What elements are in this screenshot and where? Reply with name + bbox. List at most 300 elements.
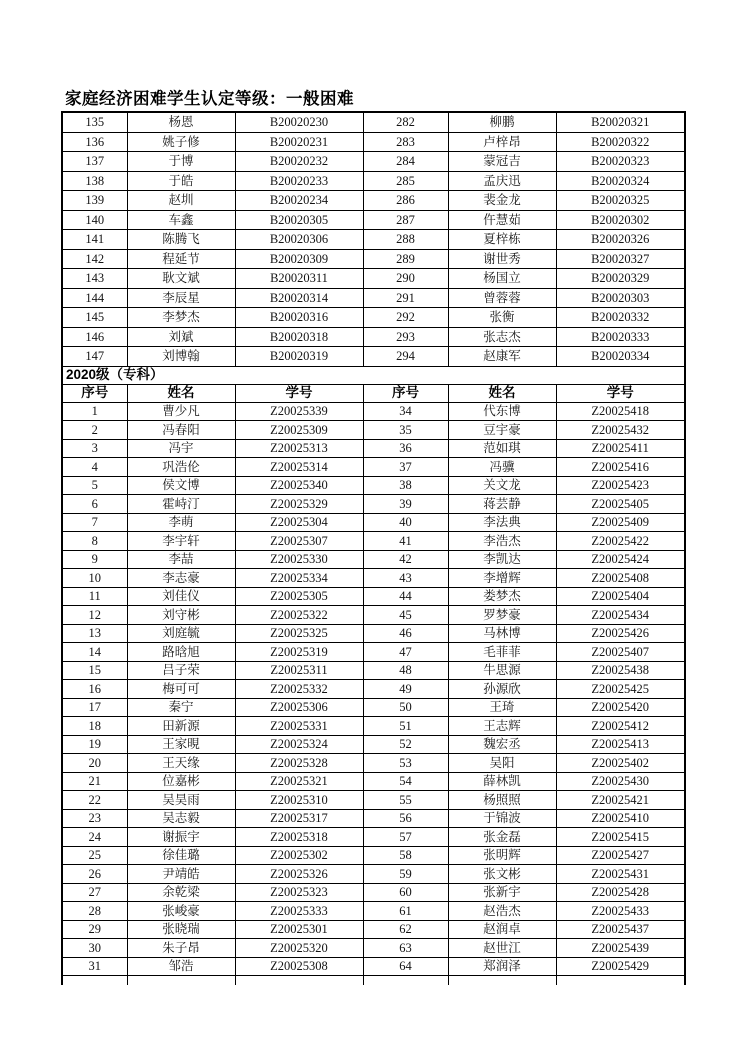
student-id-cell: Z20025329 <box>235 495 363 514</box>
index-cell: 292 <box>363 308 448 328</box>
section-band-row <box>62 366 685 384</box>
name-cell <box>127 976 235 986</box>
student-id-cell: Z20025405 <box>556 495 685 514</box>
student-id-cell <box>235 976 363 986</box>
name-cell: 于皓 <box>127 171 235 191</box>
table-row <box>62 513 685 532</box>
student-id-cell: Z20025333 <box>235 902 363 921</box>
student-id-cell: B20020327 <box>556 249 685 269</box>
student-id-cell: B20020332 <box>556 308 685 328</box>
name-cell: 孟庆迅 <box>448 171 556 191</box>
index-cell: 47 <box>363 643 448 662</box>
index-cell: 289 <box>363 249 448 269</box>
name-cell: 王天缘 <box>127 754 235 773</box>
section-band-label: 2020级（专科） <box>62 366 685 384</box>
index-cell: 42 <box>363 550 448 569</box>
name-cell: 仵慧茹 <box>448 210 556 230</box>
index-cell: 30 <box>62 939 127 958</box>
student-id-cell: B20020234 <box>235 191 363 211</box>
name-cell: 李喆 <box>127 550 235 569</box>
table-row <box>62 308 685 328</box>
table-row <box>62 550 685 569</box>
name-cell: 毛菲菲 <box>448 643 556 662</box>
table-row <box>62 269 685 289</box>
name-cell: 马林博 <box>448 624 556 643</box>
index-cell: 43 <box>363 569 448 588</box>
name-cell: 豆宇豪 <box>448 421 556 440</box>
index-cell: 4 <box>62 458 127 477</box>
name-cell: 侯文博 <box>127 476 235 495</box>
index-cell: 27 <box>62 883 127 902</box>
index-cell: 285 <box>363 171 448 191</box>
name-cell: 牛思源 <box>448 661 556 680</box>
name-cell: 薛林凯 <box>448 772 556 791</box>
index-cell: 138 <box>62 171 127 191</box>
name-cell: 李宇轩 <box>127 532 235 551</box>
student-id-cell: Z20025306 <box>235 698 363 717</box>
student-id-cell: Z20025302 <box>235 846 363 865</box>
index-cell: 8 <box>62 532 127 551</box>
table-row <box>62 439 685 458</box>
index-cell: 16 <box>62 680 127 699</box>
table-row <box>62 587 685 606</box>
student-id-cell: Z20025323 <box>235 883 363 902</box>
index-cell: 50 <box>363 698 448 717</box>
student-id-cell: Z20025328 <box>235 754 363 773</box>
index-cell: 37 <box>363 458 448 477</box>
name-cell: 谢世秀 <box>448 249 556 269</box>
name-cell: 娄梦杰 <box>448 587 556 606</box>
table-row <box>62 772 685 791</box>
index-cell: 53 <box>363 754 448 773</box>
name-cell: 蒙冠吉 <box>448 152 556 172</box>
student-id-cell: Z20025416 <box>556 458 685 477</box>
index-cell: 286 <box>363 191 448 211</box>
index-cell: 136 <box>62 132 127 152</box>
index-cell: 15 <box>62 661 127 680</box>
name-cell: 刘博翰 <box>127 347 235 367</box>
student-id-cell: Z20025318 <box>235 828 363 847</box>
name-cell: 于博 <box>127 152 235 172</box>
name-cell: 赵润卓 <box>448 920 556 939</box>
student-id-cell: Z20025310 <box>235 791 363 810</box>
student-id-cell: Z20025430 <box>556 772 685 791</box>
name-cell: 谢振宇 <box>127 828 235 847</box>
index-cell: 5 <box>62 476 127 495</box>
name-cell: 刘庭毓 <box>127 624 235 643</box>
student-id-cell: Z20025426 <box>556 624 685 643</box>
index-cell: 6 <box>62 495 127 514</box>
name-cell: 曹少凡 <box>127 402 235 421</box>
table-row <box>62 939 685 958</box>
student-id-cell: Z20025321 <box>235 772 363 791</box>
student-id-cell: Z20025421 <box>556 791 685 810</box>
index-cell: 139 <box>62 191 127 211</box>
table-row <box>62 112 685 132</box>
index-cell: 147 <box>62 347 127 367</box>
student-id-cell: B20020333 <box>556 327 685 347</box>
table-row <box>62 717 685 736</box>
name-cell: 杨国立 <box>448 269 556 289</box>
student-id-cell: Z20025425 <box>556 680 685 699</box>
student-id-cell: Z20025322 <box>235 606 363 625</box>
index-cell: 9 <box>62 550 127 569</box>
index-cell: 46 <box>363 624 448 643</box>
student-id-cell: B20020321 <box>556 112 685 132</box>
name-cell: 魏宏丞 <box>448 735 556 754</box>
name-cell: 梅可可 <box>127 680 235 699</box>
index-cell: 11 <box>62 587 127 606</box>
name-cell: 裴金龙 <box>448 191 556 211</box>
index-cell: 3 <box>62 439 127 458</box>
column-header-name: 姓名 <box>127 384 235 402</box>
student-id-cell: Z20025409 <box>556 513 685 532</box>
index-cell: 58 <box>363 846 448 865</box>
student-id-cell: Z20025308 <box>235 957 363 976</box>
table-row <box>62 957 685 976</box>
name-cell: 张志杰 <box>448 327 556 347</box>
index-cell: 45 <box>363 606 448 625</box>
name-cell: 邹浩 <box>127 957 235 976</box>
index-cell: 29 <box>62 920 127 939</box>
index-cell: 141 <box>62 230 127 250</box>
student-id-cell: B20020309 <box>235 249 363 269</box>
student-id-cell: Z20025438 <box>556 661 685 680</box>
table-row <box>62 152 685 172</box>
student-id-cell: B20020311 <box>235 269 363 289</box>
roster-table-container <box>61 111 687 985</box>
student-id-cell: Z20025431 <box>556 865 685 884</box>
student-id-cell: Z20025331 <box>235 717 363 736</box>
index-cell: 18 <box>62 717 127 736</box>
index-cell: 291 <box>363 288 448 308</box>
student-id-cell: Z20025408 <box>556 569 685 588</box>
table-row <box>62 210 685 230</box>
name-cell: 蒋芸静 <box>448 495 556 514</box>
name-cell: 郑润泽 <box>448 957 556 976</box>
table-row <box>62 902 685 921</box>
name-cell: 路晗旭 <box>127 643 235 662</box>
index-cell: 7 <box>62 513 127 532</box>
index-cell: 283 <box>363 132 448 152</box>
name-cell: 代东博 <box>448 402 556 421</box>
student-id-cell: B20020318 <box>235 327 363 347</box>
name-cell: 姚子修 <box>127 132 235 152</box>
table-row <box>62 171 685 191</box>
column-header-name: 姓名 <box>448 384 556 402</box>
student-id-cell: Z20025412 <box>556 717 685 736</box>
index-cell: 41 <box>363 532 448 551</box>
index-cell: 54 <box>363 772 448 791</box>
student-id-cell <box>556 976 685 986</box>
table-row <box>62 754 685 773</box>
column-header-index: 序号 <box>363 384 448 402</box>
name-cell: 刘斌 <box>127 327 235 347</box>
column-header-student-id: 学号 <box>556 384 685 402</box>
index-cell: 284 <box>363 152 448 172</box>
student-id-cell: Z20025301 <box>235 920 363 939</box>
page-title: 家庭经济困难学生认定等级：一般困难 <box>65 90 354 108</box>
table-row <box>62 327 685 347</box>
table-row <box>62 680 685 699</box>
student-id-cell: B20020334 <box>556 347 685 367</box>
name-cell: 张明辉 <box>448 846 556 865</box>
name-cell: 耿文斌 <box>127 269 235 289</box>
table-row <box>62 569 685 588</box>
student-id-cell: Z20025437 <box>556 920 685 939</box>
name-cell: 余乾梁 <box>127 883 235 902</box>
name-cell: 吴昊雨 <box>127 791 235 810</box>
index-cell: 282 <box>363 112 448 132</box>
student-id-cell: Z20025428 <box>556 883 685 902</box>
table-row <box>62 735 685 754</box>
student-id-cell: Z20025415 <box>556 828 685 847</box>
student-id-cell: Z20025429 <box>556 957 685 976</box>
index-cell <box>62 976 127 986</box>
index-cell: 55 <box>363 791 448 810</box>
name-cell: 冯骥 <box>448 458 556 477</box>
student-id-cell: Z20025340 <box>235 476 363 495</box>
table-row <box>62 249 685 269</box>
student-id-cell: Z20025407 <box>556 643 685 662</box>
student-id-cell: Z20025423 <box>556 476 685 495</box>
student-id-cell: Z20025404 <box>556 587 685 606</box>
table-row <box>62 828 685 847</box>
name-cell: 冯春阳 <box>127 421 235 440</box>
student-id-cell: Z20025324 <box>235 735 363 754</box>
index-cell: 23 <box>62 809 127 828</box>
student-id-cell: B20020305 <box>235 210 363 230</box>
index-cell: 21 <box>62 772 127 791</box>
index-cell: 48 <box>363 661 448 680</box>
index-cell: 64 <box>363 957 448 976</box>
index-cell: 57 <box>363 828 448 847</box>
student-id-cell: B20020303 <box>556 288 685 308</box>
name-cell: 孙源欣 <box>448 680 556 699</box>
student-id-cell: Z20025311 <box>235 661 363 680</box>
index-cell: 288 <box>363 230 448 250</box>
name-cell: 张金磊 <box>448 828 556 847</box>
index-cell: 49 <box>363 680 448 699</box>
index-cell: 28 <box>62 902 127 921</box>
index-cell: 22 <box>62 791 127 810</box>
student-id-cell: Z20025319 <box>235 643 363 662</box>
index-cell: 60 <box>363 883 448 902</box>
index-cell: 293 <box>363 327 448 347</box>
name-cell: 王志辉 <box>448 717 556 736</box>
student-id-cell: Z20025434 <box>556 606 685 625</box>
index-cell: 56 <box>363 809 448 828</box>
student-id-cell: Z20025304 <box>235 513 363 532</box>
name-cell: 李凯达 <box>448 550 556 569</box>
table-row <box>62 606 685 625</box>
student-id-cell: B20020314 <box>235 288 363 308</box>
index-cell: 59 <box>363 865 448 884</box>
index-cell: 13 <box>62 624 127 643</box>
student-id-cell: Z20025307 <box>235 532 363 551</box>
name-cell: 车鑫 <box>127 210 235 230</box>
index-cell: 144 <box>62 288 127 308</box>
name-cell: 罗梦豪 <box>448 606 556 625</box>
table-row <box>62 458 685 477</box>
name-cell: 李梦杰 <box>127 308 235 328</box>
index-cell: 52 <box>363 735 448 754</box>
name-cell: 吴阳 <box>448 754 556 773</box>
table-row <box>62 532 685 551</box>
name-cell: 李萌 <box>127 513 235 532</box>
student-id-cell: Z20025326 <box>235 865 363 884</box>
table-row <box>62 347 685 367</box>
index-cell: 25 <box>62 846 127 865</box>
roster-section-2 <box>62 366 685 402</box>
table-row <box>62 809 685 828</box>
name-cell: 刘守彬 <box>127 606 235 625</box>
index-cell: 137 <box>62 152 127 172</box>
index-cell: 44 <box>363 587 448 606</box>
name-cell: 李志豪 <box>127 569 235 588</box>
student-id-cell: Z20025325 <box>235 624 363 643</box>
index-cell: 10 <box>62 569 127 588</box>
student-id-cell: Z20025413 <box>556 735 685 754</box>
index-cell: 61 <box>363 902 448 921</box>
roster-section-2-rows <box>62 402 685 976</box>
table-row <box>62 791 685 810</box>
name-cell: 范如琪 <box>448 439 556 458</box>
index-cell: 17 <box>62 698 127 717</box>
student-id-cell: Z20025317 <box>235 809 363 828</box>
student-id-cell: Z20025433 <box>556 902 685 921</box>
student-id-cell: Z20025411 <box>556 439 685 458</box>
name-cell: 张晓瑞 <box>127 920 235 939</box>
name-cell: 夏梓栋 <box>448 230 556 250</box>
index-cell: 35 <box>363 421 448 440</box>
student-id-cell: B20020323 <box>556 152 685 172</box>
student-id-cell: B20020325 <box>556 191 685 211</box>
name-cell: 李增辉 <box>448 569 556 588</box>
name-cell: 吕子荣 <box>127 661 235 680</box>
student-id-cell: B20020306 <box>235 230 363 250</box>
index-cell: 143 <box>62 269 127 289</box>
name-cell: 张衡 <box>448 308 556 328</box>
table-row <box>62 624 685 643</box>
name-cell: 关文龙 <box>448 476 556 495</box>
name-cell: 杨恩 <box>127 112 235 132</box>
name-cell: 李浩杰 <box>448 532 556 551</box>
table-row <box>62 495 685 514</box>
index-cell: 135 <box>62 112 127 132</box>
index-cell: 31 <box>62 957 127 976</box>
name-cell: 卢梓昂 <box>448 132 556 152</box>
roster-table <box>61 111 686 985</box>
name-cell: 张新宇 <box>448 883 556 902</box>
index-cell: 26 <box>62 865 127 884</box>
student-id-cell: B20020230 <box>235 112 363 132</box>
student-id-cell: B20020326 <box>556 230 685 250</box>
student-id-cell: Z20025320 <box>235 939 363 958</box>
student-id-cell: Z20025305 <box>235 587 363 606</box>
index-cell: 62 <box>363 920 448 939</box>
name-cell: 吴志毅 <box>127 809 235 828</box>
table-row <box>62 698 685 717</box>
index-cell: 140 <box>62 210 127 230</box>
index-cell: 24 <box>62 828 127 847</box>
cutoff-table-row <box>62 976 685 986</box>
index-cell: 38 <box>363 476 448 495</box>
table-row <box>62 421 685 440</box>
table-row <box>62 865 685 884</box>
table-row <box>62 643 685 662</box>
student-id-cell: B20020302 <box>556 210 685 230</box>
index-cell <box>363 976 448 986</box>
student-id-cell: B20020316 <box>235 308 363 328</box>
table-row <box>62 883 685 902</box>
student-id-cell: Z20025427 <box>556 846 685 865</box>
table-row <box>62 476 685 495</box>
table-row <box>62 920 685 939</box>
index-cell: 2 <box>62 421 127 440</box>
student-id-cell: B20020319 <box>235 347 363 367</box>
student-id-cell: Z20025420 <box>556 698 685 717</box>
table-row <box>62 846 685 865</box>
name-cell: 张文彬 <box>448 865 556 884</box>
student-id-cell: Z20025402 <box>556 754 685 773</box>
student-id-cell: Z20025424 <box>556 550 685 569</box>
name-cell: 王家晛 <box>127 735 235 754</box>
index-cell: 63 <box>363 939 448 958</box>
student-id-cell: Z20025309 <box>235 421 363 440</box>
name-cell: 巩浩伦 <box>127 458 235 477</box>
table-row <box>62 288 685 308</box>
table-row <box>62 191 685 211</box>
index-cell: 145 <box>62 308 127 328</box>
student-id-cell: Z20025332 <box>235 680 363 699</box>
name-cell: 程延节 <box>127 249 235 269</box>
index-cell: 39 <box>363 495 448 514</box>
name-cell: 秦宁 <box>127 698 235 717</box>
name-cell: 尹靖皓 <box>127 865 235 884</box>
name-cell: 赵圳 <box>127 191 235 211</box>
index-cell: 142 <box>62 249 127 269</box>
index-cell: 12 <box>62 606 127 625</box>
student-id-cell: B20020329 <box>556 269 685 289</box>
index-cell: 19 <box>62 735 127 754</box>
index-cell: 34 <box>363 402 448 421</box>
index-cell: 290 <box>363 269 448 289</box>
student-id-cell: Z20025418 <box>556 402 685 421</box>
index-cell: 20 <box>62 754 127 773</box>
roster-section-1 <box>62 112 685 366</box>
name-cell: 杨照照 <box>448 791 556 810</box>
name-cell: 赵康军 <box>448 347 556 367</box>
student-id-cell: Z20025439 <box>556 939 685 958</box>
column-header-row <box>62 384 685 402</box>
student-id-cell: B20020233 <box>235 171 363 191</box>
student-id-cell: B20020231 <box>235 132 363 152</box>
name-cell: 位嘉彬 <box>127 772 235 791</box>
table-row <box>62 230 685 250</box>
name-cell: 冯宇 <box>127 439 235 458</box>
index-cell: 1 <box>62 402 127 421</box>
name-cell: 曾蓉蓉 <box>448 288 556 308</box>
name-cell: 赵浩杰 <box>448 902 556 921</box>
student-id-cell: B20020324 <box>556 171 685 191</box>
cutoff-row-group <box>62 976 685 986</box>
name-cell <box>448 976 556 986</box>
column-header-student-id: 学号 <box>235 384 363 402</box>
index-cell: 51 <box>363 717 448 736</box>
student-id-cell: Z20025334 <box>235 569 363 588</box>
student-id-cell: Z20025410 <box>556 809 685 828</box>
